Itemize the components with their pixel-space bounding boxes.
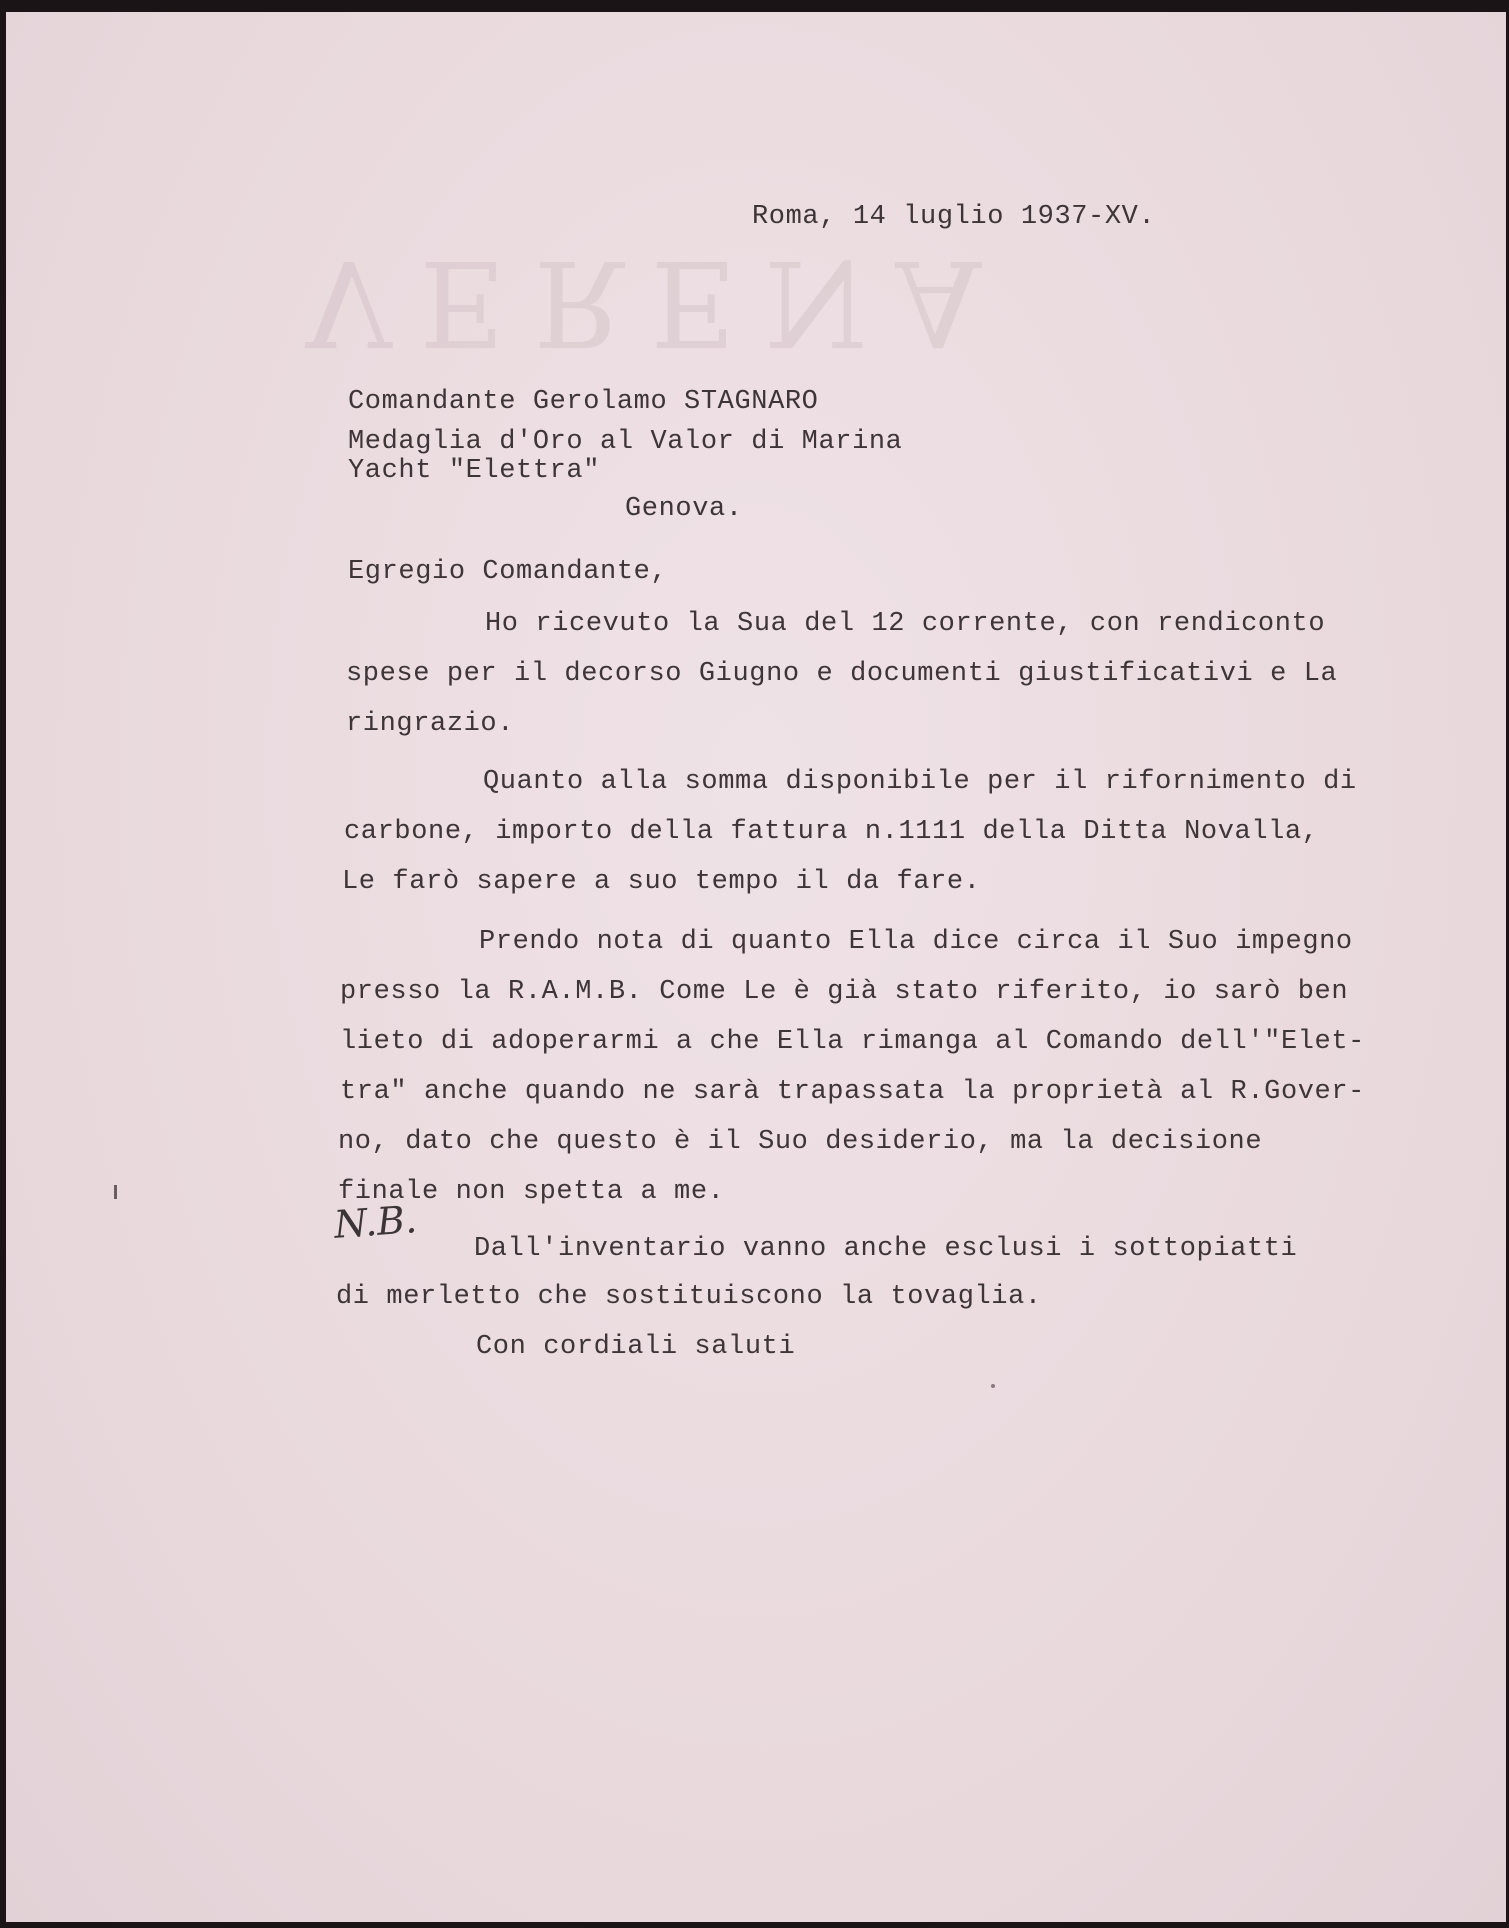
salutation: Egregio Comandante, [348,557,668,587]
paper-speck [991,1384,995,1388]
paragraph-1-line-3: ringrazio. [346,709,515,739]
paragraph-3-line-6: finale non spetta a me. [338,1177,725,1207]
watermark-impression: VERENA [306,234,1009,372]
nb-line-1: Dall'inventario vanno anche esclusi i sottopiatti [474,1234,1298,1264]
paragraph-3-line-1: Prendo nota di quanto Ella dice circa il Suo impegno [479,927,1353,957]
paragraph-1-line-1: Ho ricevuto la Sua del 12 corrente, con rendiconto [485,609,1326,639]
margin-mark [114,1185,117,1199]
handwritten-nb: N.B. [332,1197,419,1247]
paragraph-3-line-5: no, dato che questo è il Suo desiderio, ma la decisione [338,1127,1263,1157]
paragraph-3-line-3: lieto di adoperarmi a che Ella rimanga al Comando dell'"Elet- [340,1027,1365,1057]
paragraph-3-line-2: presso la R.A.M.B. Come Le è già stato riferito, io sarò ben [340,977,1349,1007]
nb-line-2: di merletto che sostituiscono la tovaglia. [336,1282,1042,1312]
closing: Con cordiali saluti [476,1332,796,1362]
paragraph-2-line-2: carbone, importo della fattura n.1111 della Ditta Novalla, [344,817,1319,847]
paragraph-2-line-1: Quanto alla somma disponibile per il rifornimento di [483,767,1357,797]
recipient-name: Comandante Gerolamo STAGNARO [348,387,819,417]
dateline: Roma, 14 luglio 1937-XV. [752,202,1156,232]
paragraph-3-line-4: tra" anche quando ne sarà trapassata la proprietà al R.Gover- [340,1077,1365,1107]
paragraph-2-line-3: Le farò sapere a suo tempo il da fare. [342,867,981,897]
recipient-yacht: Yacht "Elettra" [348,456,601,486]
paragraph-1-line-2: spese per il decorso Giugno e documenti giustificativi e La [346,659,1338,689]
letter-sheet [6,12,1506,1922]
recipient-title: Medaglia d'Oro al Valor di Marina [348,427,903,457]
recipient-city: Genova. [625,494,743,524]
